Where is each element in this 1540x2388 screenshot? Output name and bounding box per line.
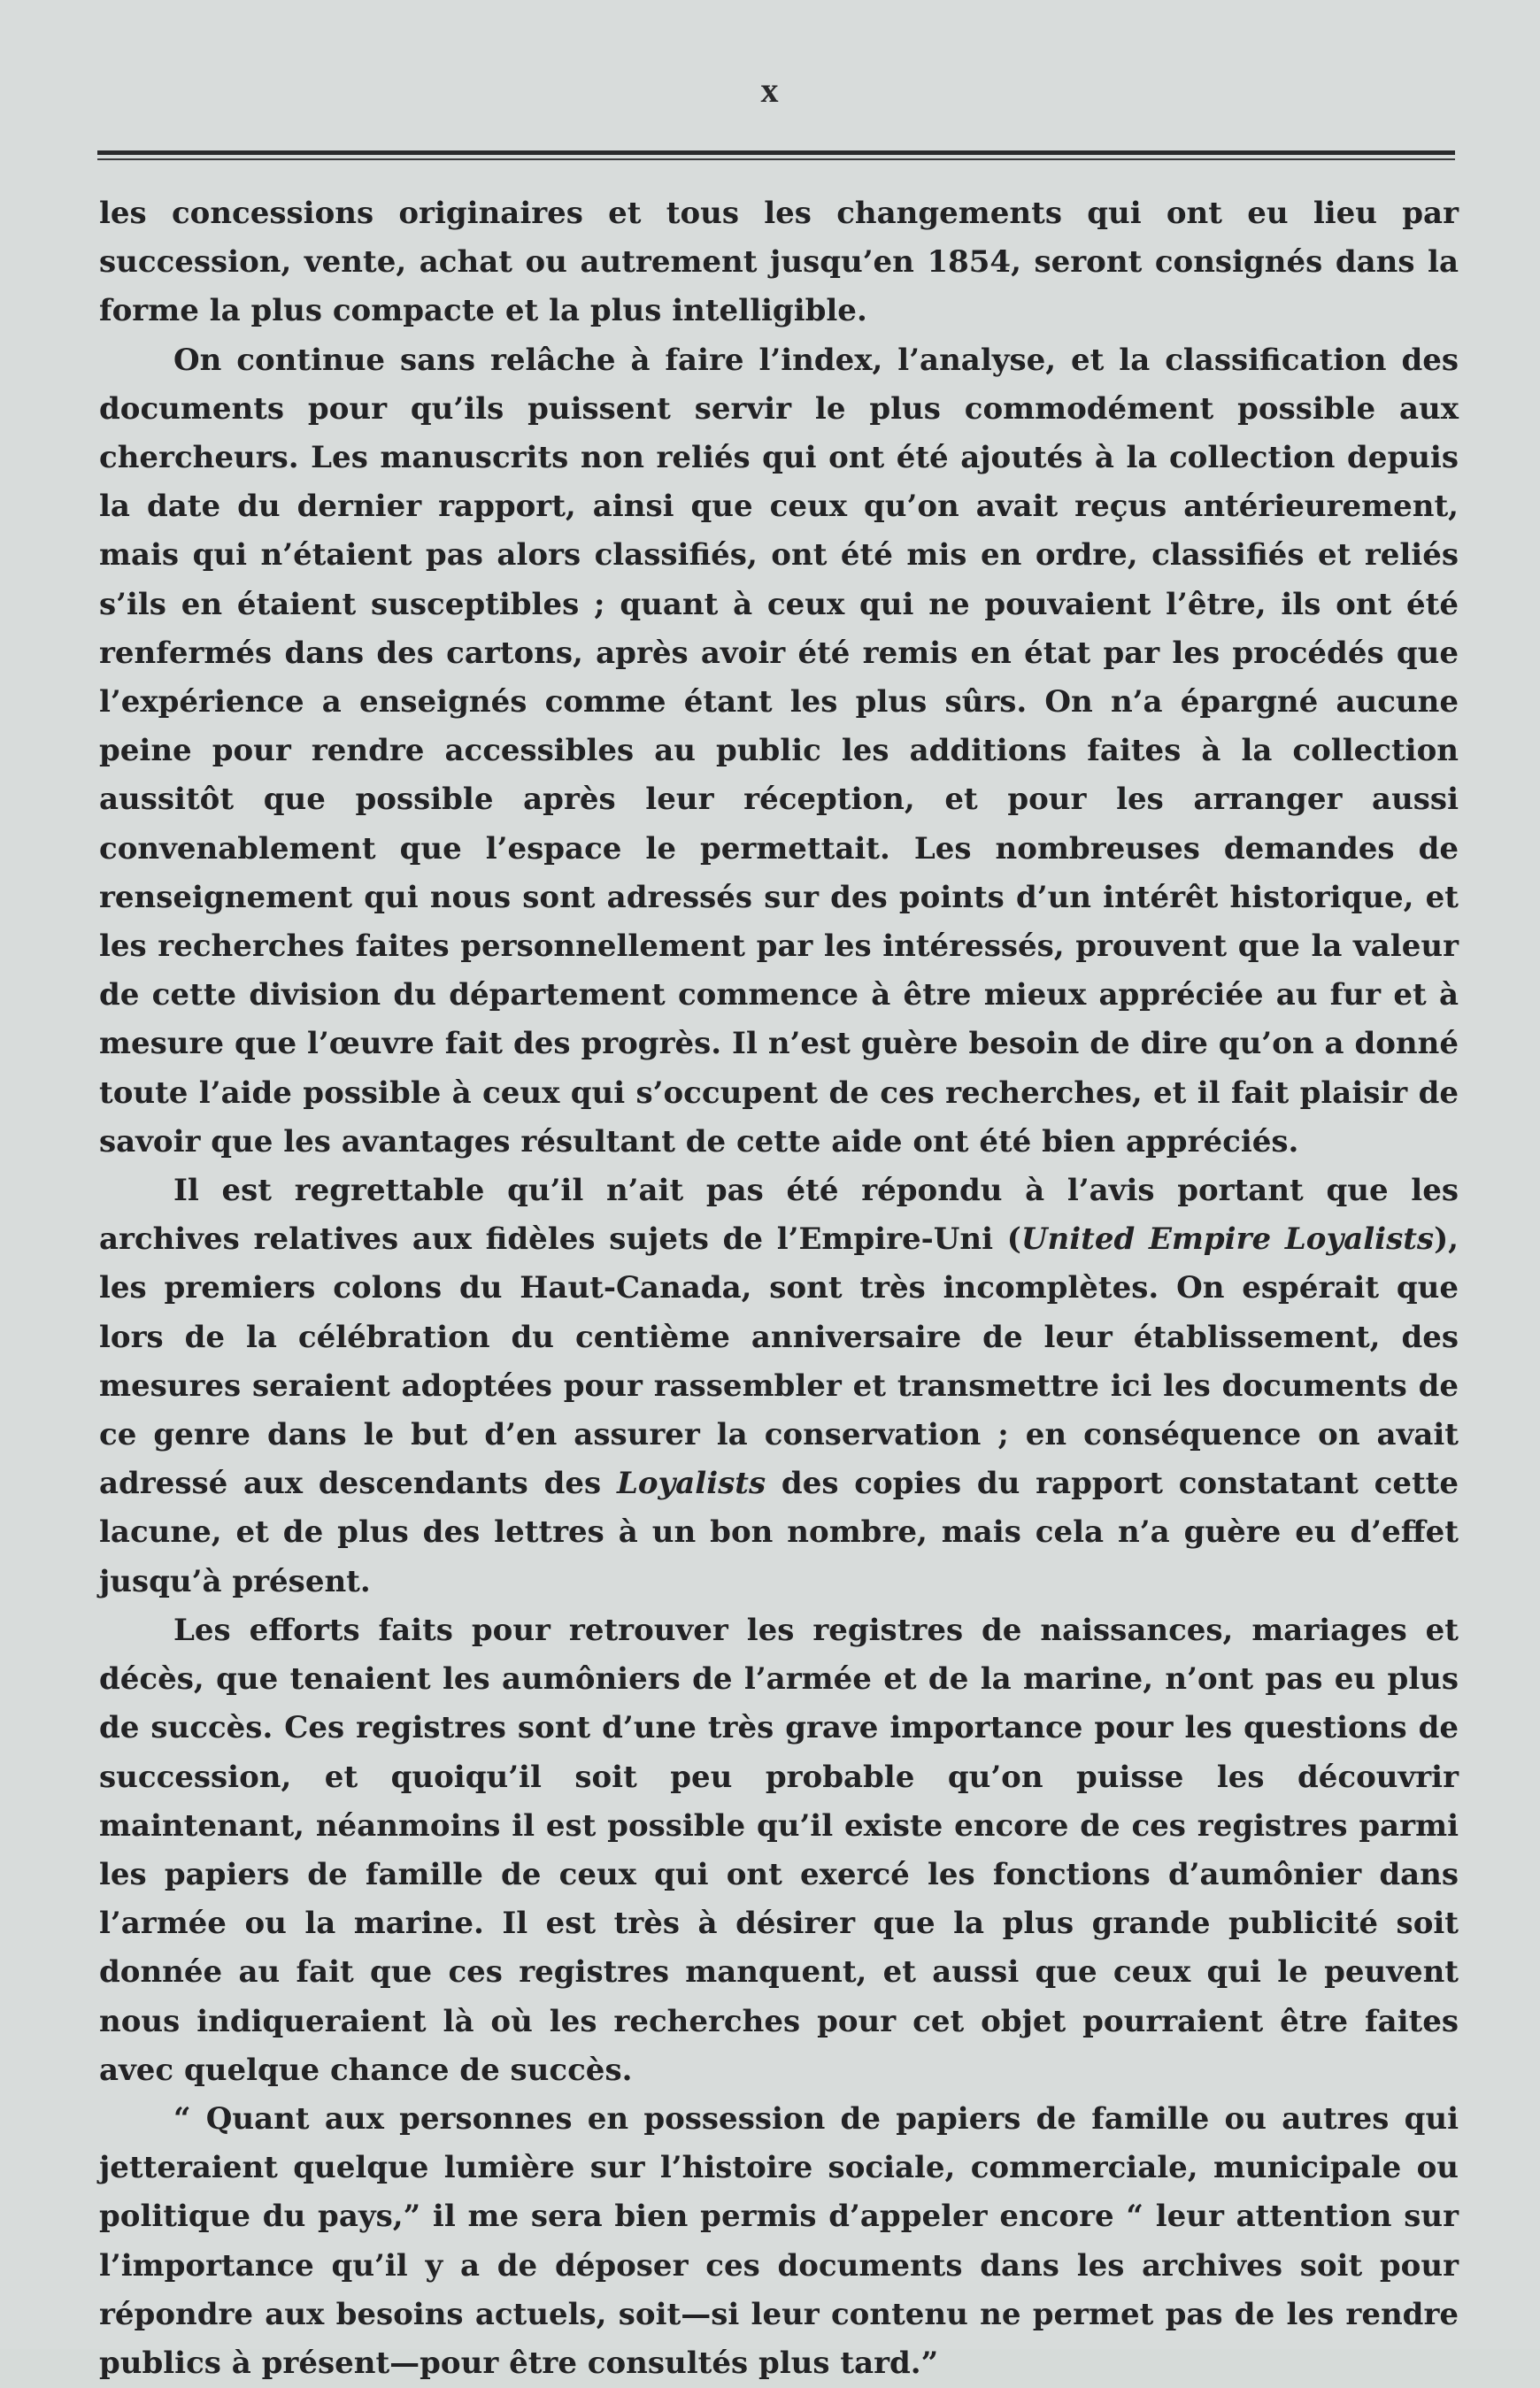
page-number: x — [760, 70, 780, 110]
paragraph-text: des copies du rapport constatant cette lacune, et de plus des lettres à un bon nombre, mais cela n’a guère eu d’effet jusqu’à présent. — [99, 1466, 1459, 1599]
body-text — [99, 189, 1459, 2388]
paragraph — [99, 336, 1459, 1167]
paragraph — [99, 189, 1459, 336]
paragraph-text: On continue sans relâche à faire l’index, l’analyse, et la classification des documents pour qu’ils puissent servir le plus commodément possible aux chercheurs. Les manuscrits non reliés qui ont été ajoutés à la collection depuis la date du dernier rapport, ainsi que ceux qu’on avait reçus antérieurement, mais qui n’étaient pas alors classifiés, ont été mis en ordre, classifiés et reliés s’ils en étaient susceptibles ; quant à ceux qui ne pouvaient l’être, ils ont été renfermés dans des cartons, après avoir été remis en état par les procédés que l’expérience a enseignés comme étant les plus sûrs. On n’a épargné aucune peine pour rendre accessibles au public les additions faites à la collection aussitôt que possible après leur réception, et pour les arranger aussi convenablement que l’espace le permettait. Les nombreuses demandes de renseignement qui nous sont adressés sur des points d’un intérêt historique, et les recherches faites personnellement par les intéressés, prouvent que la valeur de cette division du département commence à être mieux appréciée au fur et à mesure que l’œuvre fait des progrès. Il n’est guère besoin de dire qu’on a donné toute l’aide possible à ceux qui s’occupent de ces recherches, et il fait plaisir de savoir que les avantages résultant de cette aide ont été bien appréciés. — [99, 342, 1459, 1159]
paragraph — [99, 1167, 1459, 1606]
paragraph-text: “ Quant aux personnes en possession de papiers de famille ou autres qui jetteraient quelque lumière sur l’histoire sociale, commerciale, municipale ou politique du pays,” il me sera bien permis d’appeler encore “ leur attention sur l’importance qu’il y a de déposer ces documents dans les archives soit pour répondre aux besoins actuels, soit—si leur contenu ne permet pas de les rendre publics à présent—pour être consultés plus tard.” — [99, 2100, 1459, 2381]
paragraph-text: les concessions originaires et tous les changements qui ont eu lieu par succession, vente, achat ou autrement jusqu’en 1854, seront consignés dans la forme la plus compacte et la plus intelligible. — [99, 196, 1459, 329]
header-rule-thin — [97, 158, 1455, 160]
italic-text: United Empire Loyalists — [1020, 1221, 1435, 1258]
header-rule-thick — [97, 150, 1455, 155]
paragraph-text: Les efforts faits pour retrouver les registres de naissances, mariages et décès, que tenaient les aumôniers de l’armée et de la marine, n’ont pas eu plus de succès. Ces registres sont d’une très grave importance pour les questions de succession, et quoiqu’il soit peu probable qu’on puisse les découvrir maintenant, néanmoins il est possible qu’il existe encore de ces registres parmi les papiers de famille de ceux qui ont exercé les fonctions d’aumônier dans l’armée ou la marine. Il est très à désirer que la plus grande publicité soit donnée au fait que ces registres manquent, et aussi que ceux qui le peuvent nous indiqueraient là où les recherches pour cet objet pourraient être faites avec quelque chance de succès. — [99, 1612, 1459, 2088]
paragraph-text: ), les premiers colons du Haut-Canada, sont très incomplètes. On espérait que lors de la célébration du centième anniversaire de leur établissement, des mesures seraient adoptées pour rassembler et transmettre ici les documents de ce genre dans le but d’en assurer la conservation ; en conséquence on avait adressé aux descendants des — [99, 1221, 1459, 1502]
paragraph — [99, 1606, 1459, 2095]
header-double-rule — [97, 150, 1455, 165]
paragraph — [99, 2095, 1459, 2388]
italic-text: Loyalists — [616, 1466, 766, 1502]
paragraph-text: Il est regrettable qu’il n’ait pas été répondu à l’avis portant que les archives relatives aux fidèles sujets de l’Empire-Uni ( — [99, 1173, 1459, 1258]
